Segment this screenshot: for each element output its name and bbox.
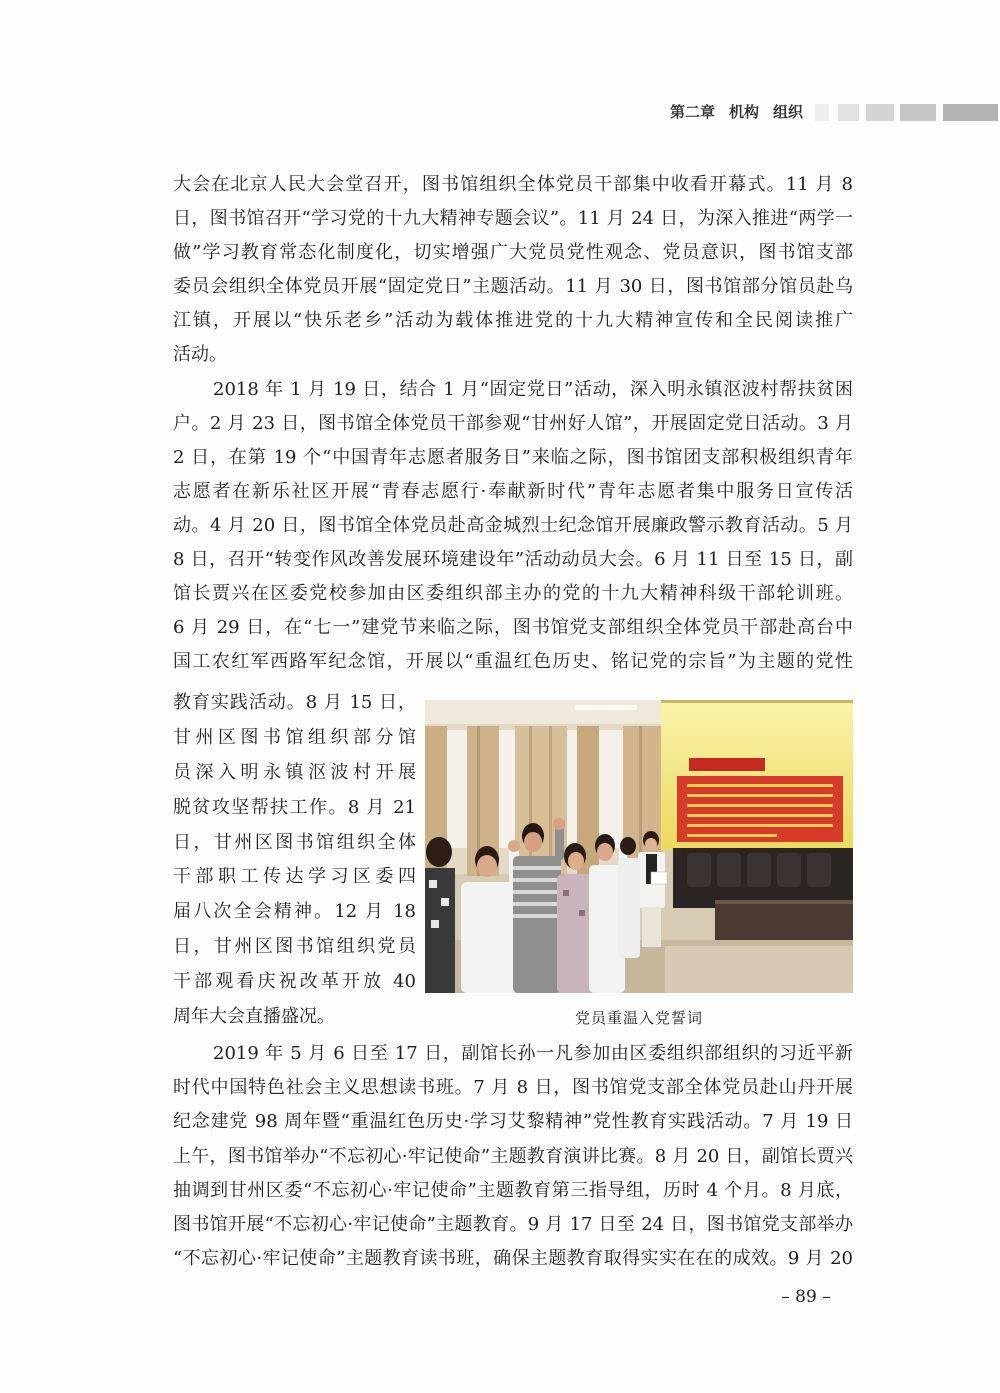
text-line: 2019 年 5 月 6 日至 17 日，副馆长孙一凡参加由区委组织部组织的习近平新	[213, 1043, 853, 1064]
figure-caption: 党员重温入党誓词	[574, 1009, 703, 1027]
text-line: 2018 年 1 月 19 日，结合 1 月“固定党日”活动，深入明永镇沤波村帮扶贫困	[213, 378, 853, 400]
text-line: 日，甘州区图书馆组织全体	[173, 831, 416, 853]
header-band-block	[943, 104, 998, 121]
text-line: 志愿者在新乐社区开展“青春志愿行·奉献新时代”青年志愿者集中服务日宣传活	[173, 480, 853, 502]
body-text-block	[173, 1037, 853, 1276]
text-line: 员深入明永镇沤波村开展	[173, 761, 416, 783]
header-band-block	[900, 104, 936, 121]
text-line: 届八次全会精神。12 月 18	[173, 901, 416, 923]
text-line: 馆长贾兴在区委党校参加由区委组织部主办的党的十九大精神科级干部轮训班。	[173, 583, 853, 605]
text-line: 图书馆开展“不忘初心·牢记使命”主题教育。9 月 17 日至 24 日，图书馆党支部举办	[173, 1213, 853, 1235]
text-line: 周年大会直播盛况。	[173, 1006, 335, 1028]
text-line: 干部观看庆祝改革开放 40	[173, 971, 416, 993]
chapter-label: 第二章	[670, 103, 716, 121]
text-line: 日，图书馆召开“学习党的十九大精神专题会议”。11 月 24 日，为深入推进“两学一	[173, 208, 853, 230]
text-line: 大会在北京人民大会堂召开，图书馆组织全体党员干部集中收看开幕式。11 月 8	[173, 174, 853, 195]
photo-party-oath	[425, 700, 853, 993]
text-line: 干部职工传达学习区委四	[173, 866, 416, 888]
text-line: 日，甘州区图书馆组织党员	[173, 936, 416, 958]
text-line: 8 日，召开“转变作风改善发展环境建设年”活动动员大会。6 月 11 日至 15 日，副	[173, 549, 853, 571]
header-band-block	[866, 104, 894, 121]
body-text-column	[173, 686, 416, 1035]
text-line: 6 月 29 日，在“七一”建党节来临之际，图书馆党支部组织全体党员干部赴高台中	[173, 617, 853, 639]
text-line: 教育实践活动。8 月 15 日，	[173, 692, 416, 713]
header-band-block	[815, 104, 829, 121]
header-band-block	[838, 104, 859, 121]
section-label: 机构	[729, 103, 760, 121]
text-line: 做”学习教育常态化制度化，切实增强广大党员党性观念、党员意识，图书馆支部	[173, 242, 853, 264]
text-line: 纪念建党 98 周年暨“重温红色历史·学习艾黎精神”党性教育实践活动。7 月 19 日	[173, 1111, 853, 1133]
body-text-block	[173, 168, 853, 679]
text-line: 动。4 月 20 日，图书馆全体党员赴高金城烈士纪念馆开展廉政警示教育活动。5 月	[173, 514, 853, 536]
text-line: 脱贫攻坚帮扶工作。8 月 21	[173, 796, 416, 818]
text-line: 上午，图书馆举办“不忘初心·牢记使命”主题教育演讲比赛。8 月 20 日，副馆长贾兴	[173, 1145, 853, 1167]
text-line: 2 日，在第 19 个“中国青年志愿者服务日”来临之际，图书馆团支部积极组织青年	[173, 446, 853, 468]
text-line: 活动。	[173, 344, 227, 366]
running-header	[670, 101, 803, 123]
text-line: 江镇，开展以“快乐老乡”活动为载体推进党的十九大精神宣传和全民阅读推广	[173, 310, 853, 332]
text-line: 抽调到甘州区委“不忘初心·牢记使命”主题教育第三指导组，历时 4 个月。8 月底，	[173, 1179, 853, 1201]
text-line: 甘州区图书馆组织部分馆	[173, 726, 416, 748]
text-line: 国工农红军西路军纪念馆，开展以“重温红色历史、铭记党的宗旨”为主题的党性	[173, 651, 853, 673]
text-line: 委员会组织全体党员开展“固定党日”主题活动。11 月 30 日，图书馆部分馆员赴乌	[173, 276, 853, 298]
text-line: 户。2 月 23 日，图书馆全体党员干部参观“甘州好人馆”，开展固定党日活动。3 月	[173, 412, 853, 434]
text-line: 时代中国特色社会主义思想读书班。7 月 8 日，图书馆党支部全体党员赴山丹开展	[173, 1077, 853, 1099]
section-label: 组织	[773, 103, 804, 121]
page-number: – 89 –	[781, 1287, 831, 1307]
text-line: “不忘初心·牢记使命”主题教育读书班，确保主题教育取得实实在在的成效。9 月 20	[173, 1248, 853, 1270]
projection-screen	[661, 700, 853, 850]
